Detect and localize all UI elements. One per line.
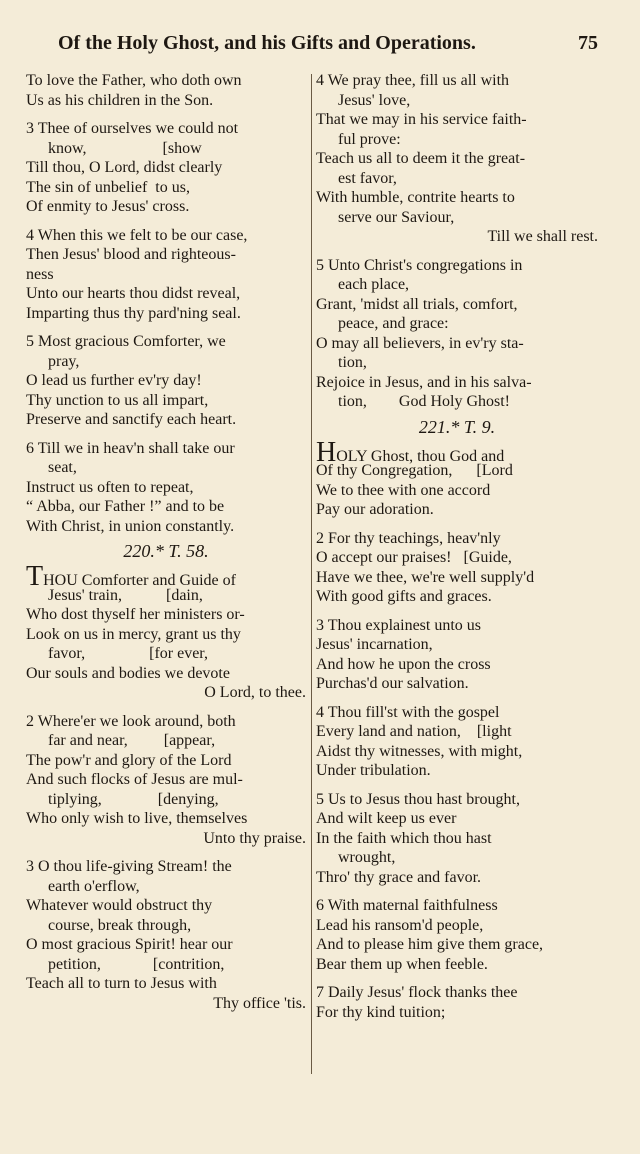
verse-line: “ Abba, our Father !” and to be: [26, 498, 225, 515]
verse-line: We to thee with one accord: [316, 481, 491, 499]
verse-line: O Lord, to thee.: [204, 684, 306, 701]
verse-line: 3 O thou life-giving Stream! the: [26, 858, 232, 875]
verse-line: Rejoice in Jesus, and in his salva-: [316, 373, 532, 391]
verse-line: [26, 561, 306, 592]
verse-line: Unto thy praise.: [203, 829, 306, 847]
stanza-gap: [26, 110, 306, 119]
verse-line: Look on us in mercy, grant us thy: [26, 625, 241, 643]
verse-line: Bear them up when feeble.: [316, 955, 488, 973]
verse-line: And to please him give them grace,: [316, 936, 544, 953]
verse-line: 5 Unto Christ's congregations in: [316, 256, 523, 274]
verse-line: Preserve and sanctify each heart.: [26, 411, 237, 428]
verse-line: seat,: [48, 459, 77, 476]
verse-line: 7 Daily Jesus' flock thanks thee: [316, 984, 518, 1001]
verse-line: Have we thee, we're well supply'd: [316, 568, 535, 586]
verse-line: The pow'r and glory of the Lord: [26, 751, 232, 769]
verse-line: And how he upon the cross: [316, 655, 491, 673]
drop-cap-letter: H: [316, 436, 337, 468]
stanza-gap: [26, 430, 306, 439]
verse-line: To love the Father, who doth own: [26, 72, 242, 89]
verse-line: Who dost thyself her ministers or-: [26, 606, 245, 623]
stanza-gap: [316, 887, 598, 896]
verse-line: far and near, [appear,: [48, 732, 216, 749]
verse-line: 5 Most gracious Comforter, we: [26, 333, 226, 350]
verse-line: Thy unction to us all impart,: [26, 391, 209, 409]
verse-line: With humble, contrite hearts to: [316, 189, 515, 206]
verse-line: 6 Till we in heav'n shall take our: [26, 439, 235, 457]
stanza-gap: [316, 974, 598, 983]
verse-line: Teach us all to deem it the great-: [316, 150, 526, 167]
verse-line: Every land and nation, [light: [316, 723, 512, 740]
left-column: [26, 71, 306, 1013]
verse-line: O lead us further ev'ry day!: [26, 372, 202, 389]
verse-line: 2 For thy teachings, heav'nly: [316, 529, 501, 547]
verse-line: pray,: [48, 352, 80, 370]
verse-line: O most gracious Spirit! hear our: [26, 936, 233, 953]
verse-line: And such flocks of Jesus are mul-: [26, 771, 243, 788]
verse-line: Till thou, O Lord, didst clearly: [26, 159, 223, 176]
right-column: [316, 71, 598, 1022]
verse-line: Instruct us often to repeat,: [26, 478, 194, 496]
hymn-heading: 221.* T. 9.: [418, 416, 496, 437]
verse-line: serve our Saviour,: [338, 208, 455, 226]
verse-line: The sin of unbelief to us,: [26, 178, 190, 196]
verse-line: 5 Us to Jesus thou hast brought,: [316, 790, 520, 808]
verse-line: 3 Thou explainest unto us: [316, 616, 482, 634]
stanza-gap: [316, 247, 598, 256]
verse-line: tiplying, [denying,: [48, 790, 219, 808]
verse-line: 3 Thee of ourselves we could not: [26, 120, 239, 137]
verse-line: tion,: [338, 354, 367, 371]
verse-line: ness: [26, 265, 54, 283]
verse-line: 4 Thou fill'st with the gospel: [316, 703, 500, 721]
verse-line: Our souls and bodies we devote: [26, 664, 230, 682]
verse-line: Whatever would obstruct thy: [26, 897, 213, 914]
verse-line-text: HOU Comforter and Guide of: [43, 572, 236, 589]
verse-line: In the faith which thou hast: [316, 829, 492, 847]
verse-line: tion, God Holy Ghost!: [338, 393, 510, 410]
verse-line: Unto our hearts thou didst reveal,: [26, 285, 241, 302]
column-divider: [311, 74, 312, 1074]
stanza-gap: [316, 781, 598, 790]
verse-line: Purchas'd our salvation.: [316, 675, 469, 692]
verse-line: Who only wish to live, themselves: [26, 810, 248, 827]
verse-line: wrought,: [338, 849, 396, 866]
verse-line-text: OLY Ghost, thou God and: [336, 447, 505, 465]
verse-line: ful prove:: [338, 130, 401, 148]
verse-line: petition, [contrition,: [48, 955, 225, 973]
verse-line: Thy office 'tis.: [213, 994, 306, 1012]
verse-line: With Christ, in union constantly.: [26, 517, 235, 535]
verse-line: favor, [for ever,: [48, 645, 208, 662]
hymn-heading: 220.* T. 58.: [123, 541, 209, 561]
verse-line: 4 When this we felt to be our case,: [26, 226, 248, 244]
verse-line: With good gifts and graces.: [316, 588, 492, 605]
verse-line: peace, and grace:: [338, 315, 449, 332]
verse-line: Teach all to turn to Jesus with: [26, 975, 217, 992]
stanza-gap: [26, 323, 306, 332]
stanza-gap: [26, 848, 306, 857]
verse-line: each place,: [338, 276, 410, 293]
verse-line: Then Jesus' blood and righteous-: [26, 246, 236, 263]
stanza-gap: [26, 217, 306, 226]
verse-line: [316, 436, 598, 468]
verse-line: Jesus' train, [dain,: [48, 586, 203, 604]
verse-line: Grant, 'midst all trials, comfort,: [316, 295, 518, 313]
verse-line: 2 Where'er we look around, both: [26, 712, 236, 730]
verse-line: Jesus' love,: [338, 91, 411, 109]
stanza-gap: [26, 703, 306, 712]
stanza-gap: [316, 520, 598, 529]
verse-line: O may all believers, in ev'ry sta-: [316, 334, 524, 352]
verse-line: know, [show: [48, 139, 202, 157]
verse-line: That we may in his service faith-: [316, 111, 527, 128]
verse-line: 4 We pray thee, fill us all with: [316, 72, 510, 89]
verse-line: Thro' thy grace and favor.: [316, 868, 482, 886]
verse-line: For thy kind tuition;: [316, 1003, 446, 1021]
verse-line: est favor,: [338, 169, 397, 187]
verse-line: Jesus' incarnation,: [316, 636, 433, 653]
verse-line: O accept our praises! [Guide,: [316, 549, 512, 566]
verse-line: Pay our adoration.: [316, 501, 434, 518]
verse-line: earth o'erflow,: [48, 877, 140, 895]
verse-line: course, break through,: [48, 916, 192, 934]
verse-line: And wilt keep us ever: [316, 810, 457, 827]
drop-cap-letter: T: [26, 561, 44, 592]
running-header: [58, 32, 598, 64]
verse-line: Of enmity to Jesus' cross.: [26, 198, 190, 215]
verse-line: 6 With maternal faithfulness: [316, 897, 498, 914]
stanza-gap: [316, 607, 598, 616]
verse-line: Under tribulation.: [316, 762, 431, 779]
verse-line: Of thy Congregation, [Lord: [316, 462, 513, 479]
page-title: Of the Holy Ghost, and his Gifts and Operations.: [58, 32, 476, 54]
verse-line: Us as his children in the Son.: [26, 91, 214, 109]
verse-line: Aidst thy witnesses, with might,: [316, 742, 523, 760]
verse-line: Till we shall rest.: [487, 228, 598, 245]
page-number: 75: [578, 32, 598, 54]
verse-line: Imparting thus thy pard'ning seal.: [26, 304, 241, 322]
stanza-gap: [316, 694, 598, 703]
verse-line: Lead his ransom'd people,: [316, 916, 484, 934]
